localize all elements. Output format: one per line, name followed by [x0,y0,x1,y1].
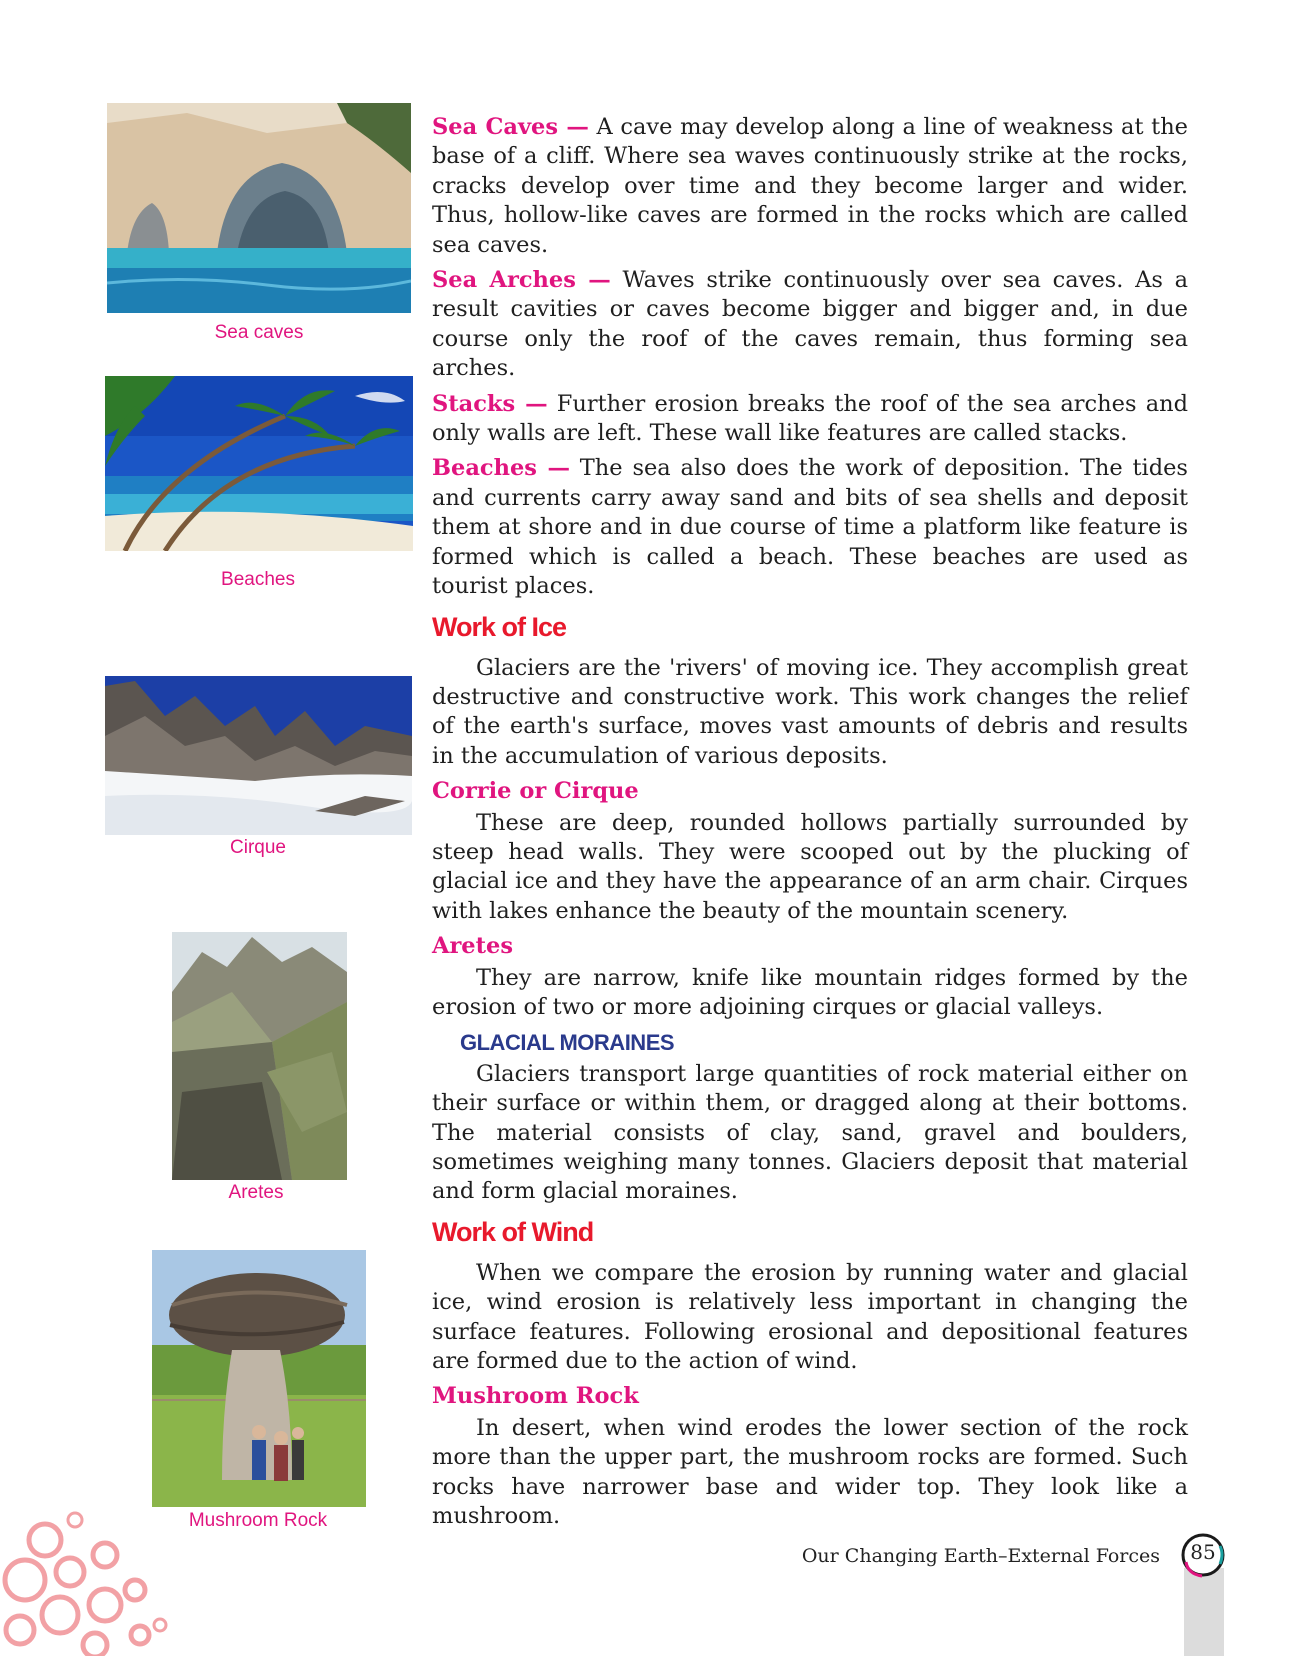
page-number-badge [1180,1532,1226,1578]
heading-cirque: Corrie or Cirque [432,778,639,805]
page-number: 85 [1190,1540,1216,1564]
figure-caption: Sea caves [214,322,304,343]
work-of-wind-text: When we compare the erosion by running water and glacial ice, wind erosion is relatively less important in changing the surface features. Following erosional and depositional features are formed due to the action of wind. [432,1259,1188,1375]
heading-work-of-wind: Work of Wind [432,1216,594,1247]
heading-mushroom-rock: Mushroom Rock [432,1383,639,1410]
term-beaches: Beaches — [432,455,570,482]
main-text [432,113,1188,1537]
work-of-ice-text: Glaciers are the 'rivers' of moving ice. They accomplish great destructive and constructive work. This work changes the relief of the earth's surface, moves vast amounts of debris and results in the accumulation of various deposits. [432,654,1188,769]
chapter-footer: Our Changing Earth–External Forces [801,1545,1160,1567]
sea-caves-photo [107,103,411,313]
aretes-text: They are narrow, knife like mountain ridges formed by the erosion of two or more adjoining cirques or glacial valleys. [432,964,1188,1020]
mushroom-text: In desert, when wind erodes the lower section of the rock more than the upper part, the mushroom rocks are formed. Such rocks have narrower base and wider top. They look like a mushroom. [432,1414,1188,1530]
sea-caves-paragraph [432,113,1188,260]
beaches-text: The sea also does the work of deposition. The tides and currents carry away sand and bits of sea shells and deposit them at shore and in due course of time a platform like feature is formed which is called a beach. These beaches are used as tourist places. [432,455,1188,600]
term-sea-caves: Sea Caves — [432,114,589,140]
cirque-photo [105,676,412,835]
aretes-photo [172,932,347,1180]
term-sea-arches: Sea Arches — [432,267,611,294]
figure-caption: Mushroom Rock [188,1510,328,1531]
heading-work-of-ice: Work of Ice [432,611,567,642]
term-stacks: Stacks — [432,390,548,417]
mushroom-rock-photo [152,1250,366,1507]
heading-aretes: Aretes [432,933,514,960]
figure-caption: Beaches [221,569,295,590]
figure-caption: Aretes [228,1182,284,1203]
stacks-text: Further erosion breaks the roof of the sea arches and only walls are left. These wall like features are called stacks. [432,390,1189,447]
page-edge-strip [1184,1568,1224,1656]
beaches-paragraph [432,454,1188,601]
figure-caption: Cirque [230,837,286,858]
decorative-bubbles-icon [0,1500,175,1656]
heading-glacial-moraines: GLACIAL MORAINES [460,1030,675,1056]
cirque-text: These are deep, rounded hollows partially surrounded by steep head walls. They were scooped out by the plucking of glacial ice and they have the appearance of an arm chair. Cirques with lakes enhance the beauty of the mountain scenery. [432,809,1188,924]
sea-arches-text: Waves strike continuously over sea caves. As a result cavities or caves become bigger and bigger and, in due course only the roof of the caves remain, thus forming sea arches. [432,267,1188,382]
sea-arches-paragraph [432,266,1188,384]
sea-caves-text: A cave may develop along a line of weakness at the base of a cliff. Where sea waves continuously strike at the rocks, cracks develop over time and they become larger and wider. Thus, hollow-like caves are formed in the rocks which are called sea caves. [432,114,1188,258]
moraines-text: Glaciers transport large quantities of rock material either on their surface or within them, or dragged along at their bottoms. The material consists of clay, sand, gravel and boulders, sometimes weighing many tonnes. Glaciers deposit that material and form glacial moraines. [432,1060,1188,1205]
beaches-photo [105,376,413,551]
stacks-paragraph [432,390,1188,449]
